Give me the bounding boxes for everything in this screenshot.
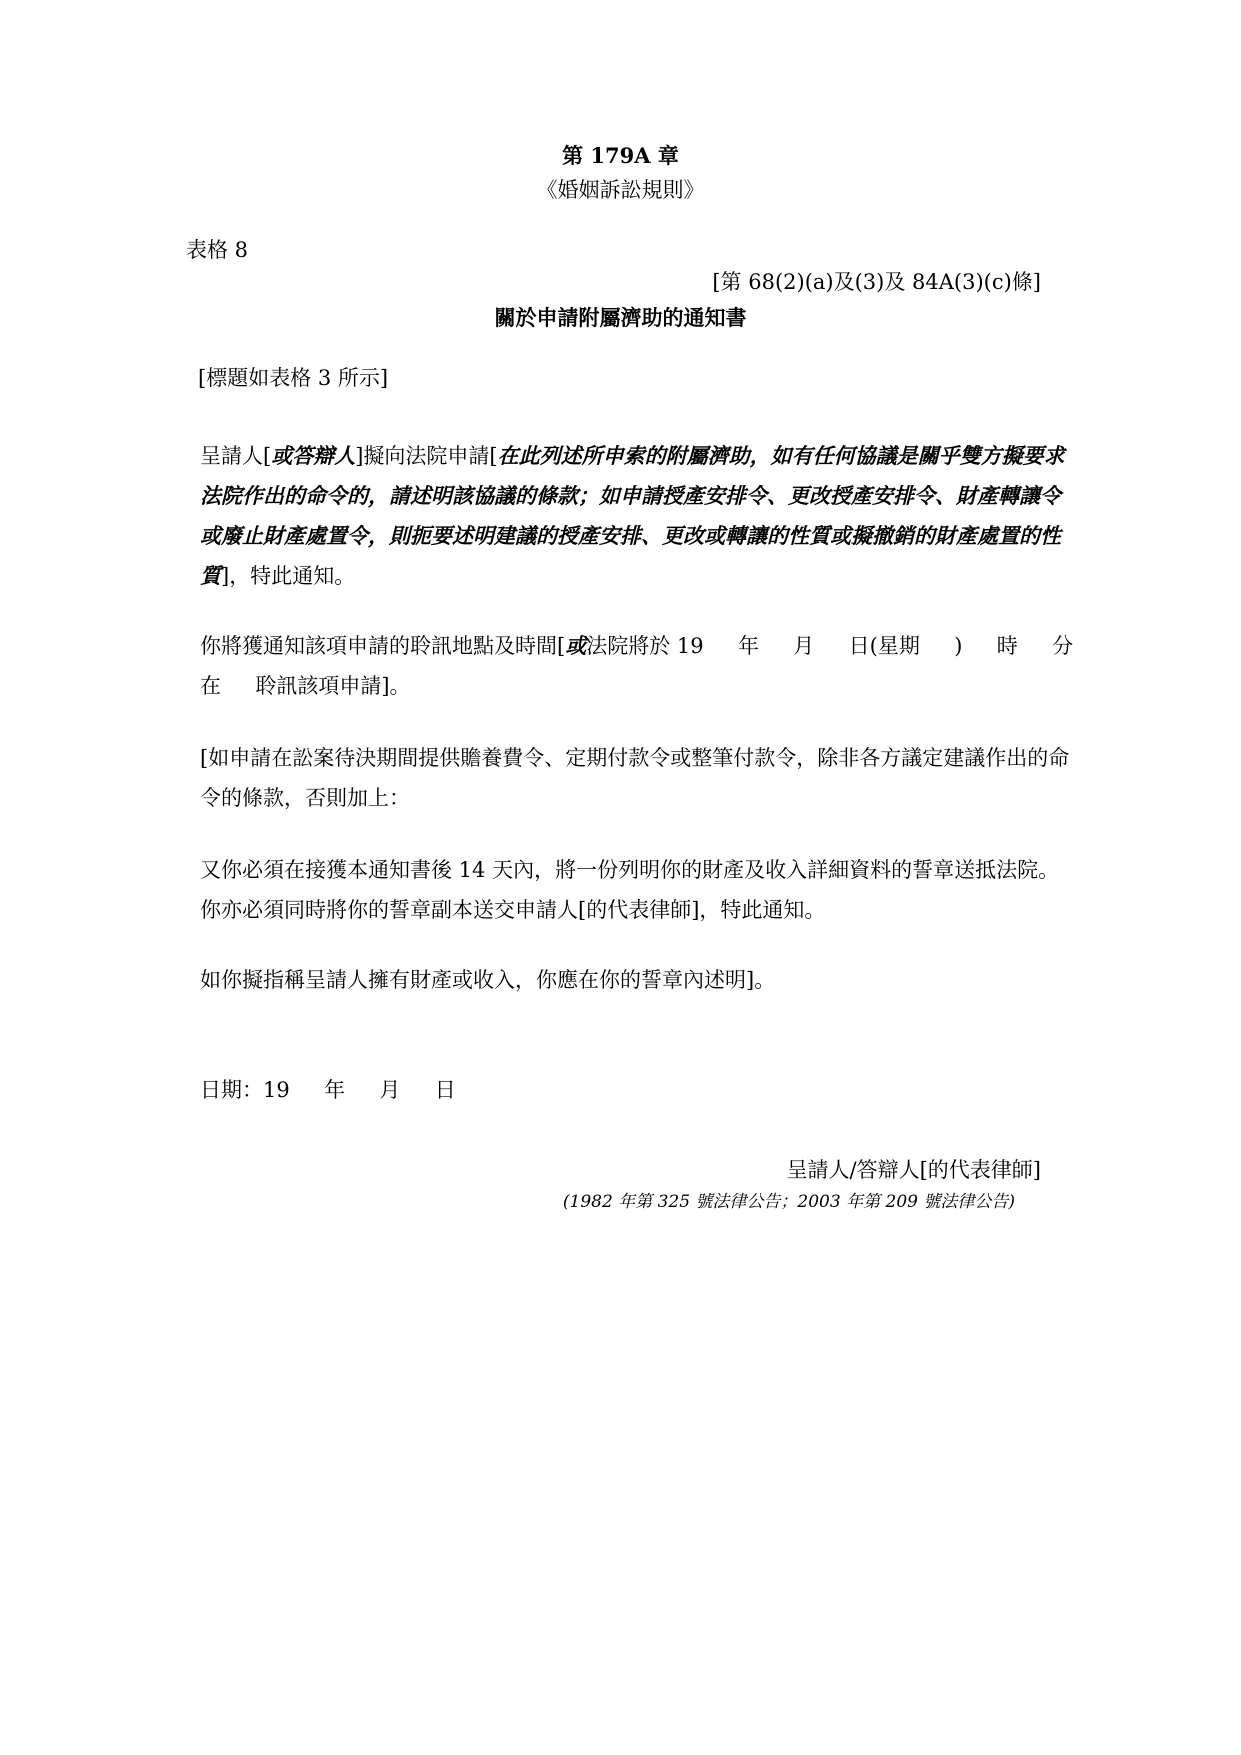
paragraph-property-claim: 如你擬指稱呈請人擁有財產或收入，你應在你的誓章內述明]。: [200, 968, 776, 992]
form-heading: 關於申請附屬濟助的通知書: [494, 305, 747, 330]
p1-text-a: 呈請人[: [200, 444, 272, 468]
paragraph-affidavit: 又你必須在接獲本通知書後 14 天內，將一份列明你的財產及收入詳細資料的誓章送抵法院。你亦必須同時將你的誓章副本送交申請人[的代表律師]，特此通知。: [200, 858, 1060, 922]
p2-text-a: 你將獲通知該項申請的聆訊地點及時間[: [200, 634, 566, 658]
form-number: 表格 8: [186, 238, 249, 262]
signature-party: 呈請人/答辯人[的代表律師]: [786, 1158, 1041, 1182]
caption-note: [標題如表格 3 所示]: [198, 366, 389, 390]
chapter-number: 第 179A 章: [562, 143, 679, 168]
section-reference: [第 68(2)(a)及(3)及 84A(3)(c)條]: [712, 270, 1041, 294]
paragraph-hearing: [200, 626, 1080, 706]
p2-text-b: 法院將於 19 年 月 日(星期 ) 時 分在 聆訊該項申請]。: [200, 634, 1074, 698]
p1-text-c: ]，特此通知。: [221, 564, 356, 588]
p1-italic-a: 或答辯人: [271, 443, 356, 468]
paragraph-application: [200, 436, 1080, 596]
p2-italic: 或: [565, 633, 587, 658]
p1-text-b: ]擬向法院申請[: [355, 444, 498, 468]
p1-italic-b: 在此列述所申索的附屬濟助，如有任何協議是關乎雙方擬要求法院作出的命令的，請述明該協議的條款；如申請授產安排令、更改授產安排令、財產轉讓令或廢止財產處置令，則扼要述明建議的授產安排、更改或轉讓的性質或擬撤銷的財產處置的性質: [200, 443, 1065, 588]
paragraph-maintenance-condition: [如申請在訟案待決期間提供贍養費令、定期付款令或整筆付款令，除非各方議定建議作出的命令的條款，否則加上：: [200, 746, 1070, 810]
date-line: 日期：19 年 月 日: [200, 1078, 456, 1102]
regulation-title: 《婚姻訴訟規則》: [536, 178, 705, 202]
legal-notice-citation: (1982 年第 325 號法律公告；2003 年第 209 號法律公告): [562, 1192, 1015, 1212]
